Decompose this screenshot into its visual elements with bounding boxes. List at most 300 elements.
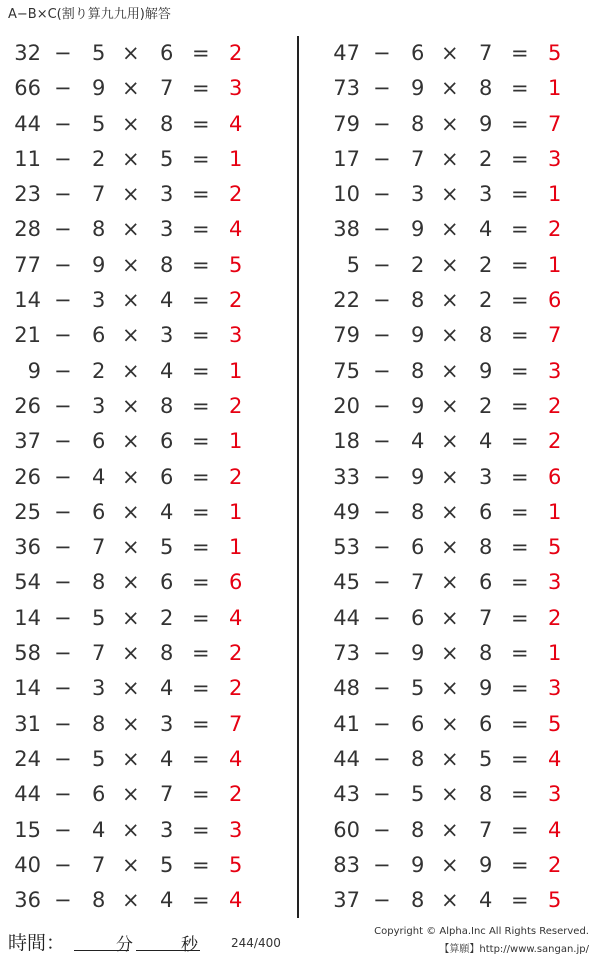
minus-sign: − xyxy=(373,641,391,666)
multiplier: 3 xyxy=(160,323,174,348)
minus-sign: − xyxy=(54,852,72,877)
times-sign: × xyxy=(441,111,459,136)
answer: 1 xyxy=(229,146,243,171)
minuend: 44 xyxy=(333,605,360,630)
times-sign: × xyxy=(122,393,140,418)
minuend: 73 xyxy=(333,641,360,666)
answer: 6 xyxy=(548,288,562,313)
answer: 3 xyxy=(548,570,562,595)
minus-sign: − xyxy=(373,252,391,277)
equals-sign: = xyxy=(192,676,210,701)
multiplier: 2 xyxy=(479,252,493,277)
equals-sign: = xyxy=(511,535,529,560)
minuend: 47 xyxy=(333,41,360,65)
problem-row xyxy=(0,848,260,883)
problem-row xyxy=(0,424,260,459)
minus-sign: − xyxy=(54,499,72,524)
minus-sign: − xyxy=(373,676,391,701)
times-sign: × xyxy=(441,782,459,807)
minuend: 77 xyxy=(14,252,41,277)
times-sign: × xyxy=(441,217,459,242)
multiplier: 4 xyxy=(479,217,493,242)
multiplier: 2 xyxy=(479,146,493,171)
multiplicand: 8 xyxy=(411,888,425,913)
problem-row xyxy=(0,601,260,636)
minuend: 44 xyxy=(14,782,41,807)
times-sign: × xyxy=(441,641,459,666)
multiplier: 8 xyxy=(479,323,493,348)
answer: 3 xyxy=(229,76,243,101)
minus-sign: − xyxy=(54,288,72,313)
equals-sign: = xyxy=(511,570,529,595)
problem-row xyxy=(319,565,579,600)
times-sign: × xyxy=(122,76,140,101)
multiplicand: 5 xyxy=(92,746,106,771)
multiplicand: 4 xyxy=(92,464,106,489)
answer: 2 xyxy=(229,393,243,418)
minus-sign: − xyxy=(54,41,72,65)
times-sign: × xyxy=(441,535,459,560)
answer: 2 xyxy=(548,429,562,454)
multiplier: 7 xyxy=(479,41,493,65)
minuend: 38 xyxy=(333,217,360,242)
answer: 4 xyxy=(229,111,243,136)
equals-sign: = xyxy=(192,641,210,666)
minus-sign: − xyxy=(373,76,391,101)
multiplier: 8 xyxy=(479,535,493,560)
answer: 7 xyxy=(548,323,562,348)
problem-row xyxy=(0,883,260,918)
times-sign: × xyxy=(122,252,140,277)
site-url: 【算願】http://www.sangan.jp/ xyxy=(439,944,589,955)
minus-sign: − xyxy=(54,605,72,630)
equals-sign: = xyxy=(192,146,210,171)
minus-sign: − xyxy=(54,146,72,171)
minuend: 5 xyxy=(346,252,360,277)
equals-sign: = xyxy=(511,111,529,136)
multiplicand: 6 xyxy=(411,605,425,630)
multiplier: 5 xyxy=(479,746,493,771)
right-problem-column xyxy=(319,36,579,918)
multiplicand: 9 xyxy=(92,76,106,101)
problem-row xyxy=(319,460,579,495)
problem-row xyxy=(319,707,579,742)
multiplicand: 3 xyxy=(92,676,106,701)
multiplicand: 5 xyxy=(92,41,106,65)
times-sign: × xyxy=(122,888,140,913)
problem-row xyxy=(0,71,260,106)
multiplier: 8 xyxy=(160,641,174,666)
equals-sign: = xyxy=(192,817,210,842)
multiplicand: 8 xyxy=(92,570,106,595)
times-sign: × xyxy=(441,76,459,101)
minus-sign: − xyxy=(373,111,391,136)
multiplicand: 4 xyxy=(411,429,425,454)
minuend: 44 xyxy=(14,111,41,136)
problem-row xyxy=(319,142,579,177)
multiplier: 4 xyxy=(160,746,174,771)
answer: 5 xyxy=(548,535,562,560)
times-sign: × xyxy=(441,570,459,595)
equals-sign: = xyxy=(511,464,529,489)
answer: 7 xyxy=(548,111,562,136)
times-sign: × xyxy=(122,605,140,630)
equals-sign: = xyxy=(192,41,210,65)
times-sign: × xyxy=(122,288,140,313)
answer: 5 xyxy=(548,888,562,913)
equals-sign: = xyxy=(511,817,529,842)
minuend: 79 xyxy=(333,323,360,348)
equals-sign: = xyxy=(192,499,210,524)
answer: 3 xyxy=(548,676,562,701)
minus-sign: − xyxy=(373,852,391,877)
equals-sign: = xyxy=(511,41,529,65)
minus-sign: − xyxy=(373,146,391,171)
times-sign: × xyxy=(122,676,140,701)
minus-sign: − xyxy=(54,429,72,454)
times-sign: × xyxy=(122,464,140,489)
answer: 3 xyxy=(229,817,243,842)
equals-sign: = xyxy=(511,888,529,913)
answer: 3 xyxy=(548,782,562,807)
times-sign: × xyxy=(122,41,140,65)
minus-sign: − xyxy=(54,358,72,383)
answer: 1 xyxy=(229,358,243,383)
problem-row xyxy=(319,495,579,530)
minus-sign: − xyxy=(373,323,391,348)
multiplier: 6 xyxy=(479,570,493,595)
equals-sign: = xyxy=(192,429,210,454)
problem-row xyxy=(0,707,260,742)
multiplicand: 6 xyxy=(411,711,425,736)
multiplier: 4 xyxy=(479,888,493,913)
equals-sign: = xyxy=(192,888,210,913)
equals-sign: = xyxy=(511,358,529,383)
minus-sign: − xyxy=(373,499,391,524)
minutes-label: 分 xyxy=(116,935,133,955)
multiplicand: 9 xyxy=(92,252,106,277)
answer: 1 xyxy=(548,641,562,666)
multiplier: 4 xyxy=(160,358,174,383)
equals-sign: = xyxy=(192,393,210,418)
problem-row xyxy=(319,248,579,283)
minuend: 23 xyxy=(14,182,41,207)
minuend: 21 xyxy=(14,323,41,348)
minuend: 14 xyxy=(14,288,41,313)
multiplier: 4 xyxy=(160,888,174,913)
answer: 5 xyxy=(229,252,243,277)
answer: 1 xyxy=(548,182,562,207)
minuend: 25 xyxy=(14,499,41,524)
answer: 4 xyxy=(548,817,562,842)
answer: 2 xyxy=(229,676,243,701)
problem-row xyxy=(0,354,260,389)
multiplier: 8 xyxy=(160,393,174,418)
multiplicand: 9 xyxy=(411,464,425,489)
times-sign: × xyxy=(122,852,140,877)
problem-row xyxy=(0,460,260,495)
equals-sign: = xyxy=(192,746,210,771)
problem-row xyxy=(319,742,579,777)
multiplier: 8 xyxy=(479,76,493,101)
minus-sign: − xyxy=(54,888,72,913)
minuend: 22 xyxy=(333,288,360,313)
minus-sign: − xyxy=(373,570,391,595)
answer: 3 xyxy=(548,358,562,383)
problem-row xyxy=(319,777,579,812)
minus-sign: − xyxy=(54,323,72,348)
problem-row xyxy=(319,883,579,918)
answer: 1 xyxy=(548,252,562,277)
times-sign: × xyxy=(122,641,140,666)
times-sign: × xyxy=(441,746,459,771)
multiplier: 4 xyxy=(160,676,174,701)
times-sign: × xyxy=(122,358,140,383)
equals-sign: = xyxy=(511,499,529,524)
problem-row xyxy=(0,36,260,71)
multiplicand: 5 xyxy=(92,605,106,630)
multiplier: 3 xyxy=(160,182,174,207)
answer: 5 xyxy=(548,41,562,65)
problem-row xyxy=(0,248,260,283)
multiplicand: 9 xyxy=(411,217,425,242)
multiplicand: 8 xyxy=(411,817,425,842)
minuend: 60 xyxy=(333,817,360,842)
answer: 4 xyxy=(229,605,243,630)
minuend: 20 xyxy=(333,393,360,418)
minuend: 33 xyxy=(333,464,360,489)
multiplier: 4 xyxy=(479,429,493,454)
minus-sign: − xyxy=(373,182,391,207)
minus-sign: − xyxy=(54,746,72,771)
multiplicand: 2 xyxy=(92,358,106,383)
problem-row xyxy=(319,107,579,142)
problem-row xyxy=(0,565,260,600)
minus-sign: − xyxy=(373,605,391,630)
multiplier: 3 xyxy=(479,182,493,207)
multiplier: 5 xyxy=(160,146,174,171)
equals-sign: = xyxy=(192,711,210,736)
multiplicand: 6 xyxy=(92,323,106,348)
minuend: 10 xyxy=(333,182,360,207)
multiplier: 4 xyxy=(160,499,174,524)
minuend: 40 xyxy=(14,852,41,877)
equals-sign: = xyxy=(511,217,529,242)
column-divider xyxy=(297,36,299,918)
minuend: 53 xyxy=(333,535,360,560)
minus-sign: − xyxy=(373,217,391,242)
multiplier: 4 xyxy=(160,288,174,313)
multiplicand: 6 xyxy=(92,429,106,454)
multiplicand: 8 xyxy=(411,288,425,313)
answer: 7 xyxy=(229,711,243,736)
multiplicand: 7 xyxy=(92,182,106,207)
times-sign: × xyxy=(122,146,140,171)
times-sign: × xyxy=(441,358,459,383)
minus-sign: − xyxy=(54,817,72,842)
problem-row xyxy=(0,389,260,424)
minuend: 45 xyxy=(333,570,360,595)
minuend: 66 xyxy=(14,76,41,101)
times-sign: × xyxy=(441,888,459,913)
minus-sign: − xyxy=(373,782,391,807)
problem-row xyxy=(0,177,260,212)
multiplier: 6 xyxy=(160,570,174,595)
times-sign: × xyxy=(441,393,459,418)
times-sign: × xyxy=(441,252,459,277)
problem-row xyxy=(319,636,579,671)
answer: 2 xyxy=(229,41,243,65)
times-sign: × xyxy=(441,676,459,701)
multiplier: 9 xyxy=(479,852,493,877)
multiplier: 8 xyxy=(479,641,493,666)
minus-sign: − xyxy=(373,429,391,454)
answer: 6 xyxy=(548,464,562,489)
minuend: 37 xyxy=(14,429,41,454)
equals-sign: = xyxy=(511,711,529,736)
equals-sign: = xyxy=(511,252,529,277)
minus-sign: − xyxy=(54,217,72,242)
minuend: 49 xyxy=(333,499,360,524)
times-sign: × xyxy=(441,41,459,65)
equals-sign: = xyxy=(192,323,210,348)
minuend: 28 xyxy=(14,217,41,242)
times-sign: × xyxy=(122,570,140,595)
seconds-label: 秒 xyxy=(181,935,198,955)
equals-sign: = xyxy=(192,605,210,630)
answer: 2 xyxy=(548,217,562,242)
minuend: 15 xyxy=(14,817,41,842)
minuend: 24 xyxy=(14,746,41,771)
answer: 5 xyxy=(548,711,562,736)
problem-row xyxy=(0,636,260,671)
multiplier: 7 xyxy=(160,76,174,101)
minus-sign: − xyxy=(54,182,72,207)
multiplicand: 9 xyxy=(411,852,425,877)
multiplier: 7 xyxy=(479,605,493,630)
problem-row xyxy=(319,212,579,247)
multiplier: 3 xyxy=(479,464,493,489)
equals-sign: = xyxy=(511,852,529,877)
multiplicand: 5 xyxy=(92,111,106,136)
minuend: 32 xyxy=(14,41,41,65)
minus-sign: − xyxy=(373,393,391,418)
multiplicand: 8 xyxy=(411,746,425,771)
multiplicand: 9 xyxy=(411,323,425,348)
multiplier: 6 xyxy=(160,464,174,489)
minuend: 58 xyxy=(14,641,41,666)
answer: 4 xyxy=(229,746,243,771)
minuend: 36 xyxy=(14,888,41,913)
minus-sign: − xyxy=(373,711,391,736)
minuend: 73 xyxy=(333,76,360,101)
worksheet-title: A−B×C(割り算九九用)解答 xyxy=(8,7,171,22)
multiplier: 3 xyxy=(160,817,174,842)
times-sign: × xyxy=(441,817,459,842)
multiplier: 2 xyxy=(479,288,493,313)
multiplicand: 3 xyxy=(92,288,106,313)
times-sign: × xyxy=(441,711,459,736)
answer: 2 xyxy=(229,641,243,666)
answer: 1 xyxy=(548,76,562,101)
multiplicand: 2 xyxy=(411,252,425,277)
minuend: 18 xyxy=(333,429,360,454)
equals-sign: = xyxy=(511,782,529,807)
answer: 2 xyxy=(548,852,562,877)
multiplicand: 7 xyxy=(411,146,425,171)
minus-sign: − xyxy=(373,464,391,489)
multiplicand: 5 xyxy=(411,676,425,701)
minus-sign: − xyxy=(54,782,72,807)
multiplicand: 6 xyxy=(411,41,425,65)
times-sign: × xyxy=(122,817,140,842)
answer: 1 xyxy=(548,499,562,524)
left-problem-column xyxy=(0,36,260,918)
multiplicand: 8 xyxy=(411,358,425,383)
equals-sign: = xyxy=(511,641,529,666)
minuend: 17 xyxy=(333,146,360,171)
times-sign: × xyxy=(122,323,140,348)
multiplier: 8 xyxy=(479,782,493,807)
multiplicand: 6 xyxy=(92,499,106,524)
problem-row xyxy=(319,601,579,636)
minuend: 26 xyxy=(14,393,41,418)
problem-row xyxy=(319,177,579,212)
minuend: 54 xyxy=(14,570,41,595)
times-sign: × xyxy=(441,429,459,454)
answer: 6 xyxy=(229,570,243,595)
multiplicand: 4 xyxy=(92,817,106,842)
minuend: 9 xyxy=(27,358,41,383)
answer: 2 xyxy=(229,288,243,313)
multiplier: 5 xyxy=(160,535,174,560)
answer: 5 xyxy=(229,852,243,877)
equals-sign: = xyxy=(511,146,529,171)
multiplicand: 9 xyxy=(411,641,425,666)
multiplier: 9 xyxy=(479,111,493,136)
equals-sign: = xyxy=(511,393,529,418)
equals-sign: = xyxy=(511,182,529,207)
equals-sign: = xyxy=(511,429,529,454)
multiplier: 6 xyxy=(160,429,174,454)
answer: 4 xyxy=(229,888,243,913)
times-sign: × xyxy=(122,782,140,807)
problem-row xyxy=(0,283,260,318)
answer: 2 xyxy=(548,393,562,418)
multiplicand: 3 xyxy=(411,182,425,207)
multiplier: 7 xyxy=(479,817,493,842)
multiplicand: 5 xyxy=(411,782,425,807)
problem-row xyxy=(319,36,579,71)
answer: 2 xyxy=(229,782,243,807)
problem-row xyxy=(0,318,260,353)
times-sign: × xyxy=(441,323,459,348)
answer: 1 xyxy=(229,429,243,454)
multiplicand: 6 xyxy=(92,782,106,807)
minuend: 26 xyxy=(14,464,41,489)
times-sign: × xyxy=(122,111,140,136)
minuend: 83 xyxy=(333,852,360,877)
answer: 4 xyxy=(548,746,562,771)
problem-row xyxy=(319,71,579,106)
time-label: 時間： xyxy=(8,932,66,954)
equals-sign: = xyxy=(511,288,529,313)
equals-sign: = xyxy=(511,746,529,771)
worksheet-counter: 244/400 xyxy=(231,936,281,950)
equals-sign: = xyxy=(192,852,210,877)
minuend: 31 xyxy=(14,711,41,736)
multiplier: 8 xyxy=(160,252,174,277)
